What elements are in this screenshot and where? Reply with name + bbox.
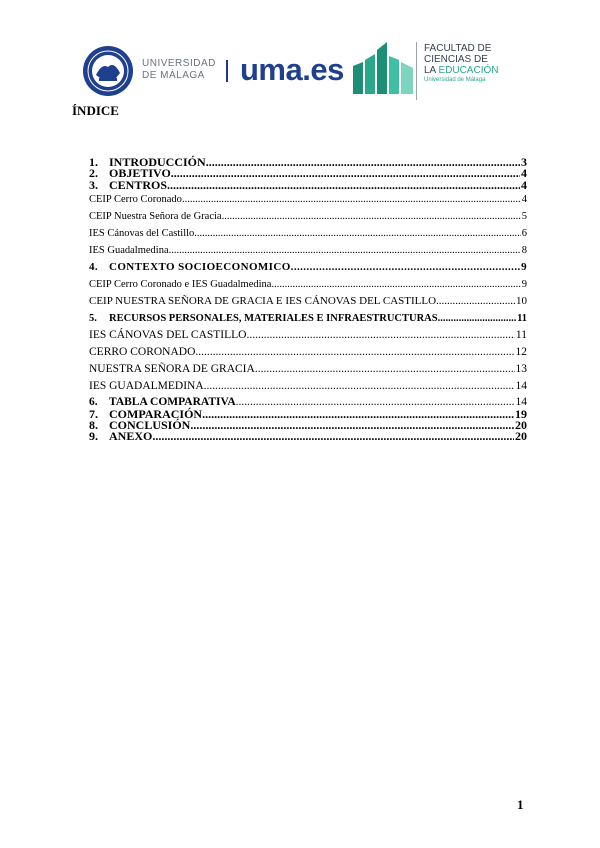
uma-es-logo: uma.es [240, 52, 344, 87]
toc-entry[interactable]: 1. INTRODUCCIÓN ..... 3 [89, 157, 527, 168]
faculty-name: FACULTAD DE CIENCIAS DE LA EDUCACIÓN Universidad de Málaga [424, 43, 499, 83]
toc-subentry[interactable]: IES Guadalmedina ..... 8 [89, 242, 527, 259]
toc-subentry[interactable]: CEIP Cerro Coronado e IES Guadalmedina ..... 9 [89, 276, 527, 293]
toc-entry[interactable]: 3. CENTROS ..... 4 [89, 180, 527, 191]
table-of-contents [89, 157, 527, 443]
toc-entry[interactable]: 4. CONTEXTO SOCIOECONOMICO ..... 9 [89, 259, 527, 276]
university-name: UNIVERSIDAD DE MÁLAGA [142, 58, 216, 81]
page-number: 1 [517, 797, 524, 812]
university-seal-icon [82, 45, 134, 97]
toc-entry[interactable]: 6. TABLA COMPARATIVA ..... 14 [89, 395, 527, 409]
toc-entry[interactable]: 9. ANEXO ..... 20 [89, 431, 527, 442]
toc-entry[interactable]: 2. OBJETIVO ..... 4 [89, 168, 527, 179]
toc-entry[interactable]: 7. COMPARACIÓN ..... 19 [89, 409, 527, 420]
toc-subentry[interactable]: CEIP Cerro Coronado ..... 4 [89, 191, 527, 208]
toc-subentry[interactable]: CEIP NUESTRA SEÑORA DE GRACIA E IES CÁNOVAS DEL CASTILLO ..... 10 [89, 293, 527, 310]
toc-subentry[interactable]: NUESTRA SEÑORA DE GRACIA ..... 13 [89, 361, 527, 378]
toc-subentry[interactable]: CEIP Nuestra Señora de Gracia ..... 5 [89, 208, 527, 225]
page-header [0, 0, 600, 110]
faculty-logo-icon [353, 42, 413, 94]
toc-subentry[interactable]: IES CÁNOVAS DEL CASTILLO ..... 11 [89, 327, 527, 344]
toc-entry[interactable]: 5. RECURSOS PERSONALES, MATERIALES E INFRAESTRUCTURAS ..... 11 [89, 310, 527, 327]
toc-subentry[interactable]: CERRO CORONADO ..... 12 [89, 344, 527, 361]
logo-separator [226, 60, 228, 82]
toc-subentry[interactable]: IES GUADALMEDINA ..... 14 [89, 378, 527, 395]
faculty-divider [416, 42, 417, 100]
toc-subentry[interactable]: IES Cánovas del Castillo ..... 6 [89, 225, 527, 242]
toc-entry[interactable]: 8. CONCLUSIÓN ..... 20 [89, 420, 527, 431]
index-title: ÍNDICE [72, 103, 119, 118]
